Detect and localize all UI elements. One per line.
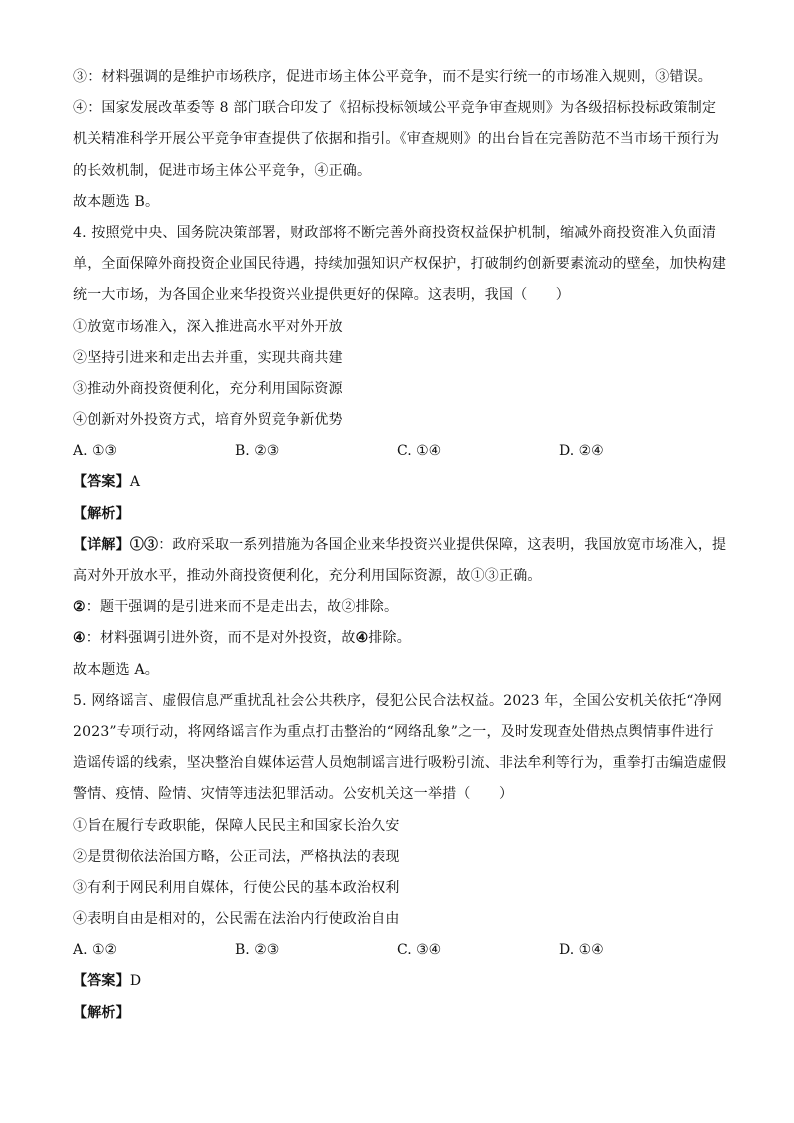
q4-option-a: A. ①③ bbox=[73, 443, 118, 460]
q4-statement-3: ③推动外商投资便利化，充分利用国际资源 bbox=[73, 380, 343, 397]
answer-value: A bbox=[129, 474, 141, 491]
q4-statement-2: ②坚持引进来和走出去并重，实现共商共建 bbox=[73, 349, 343, 366]
detail-number: ② bbox=[73, 599, 86, 616]
q4-stem-line-2: 单，全面保障外商投资企业国民待遇，持续加强知识产权保护，打破制约创新要素流动的壁垒，加快构建 bbox=[73, 256, 727, 273]
q4-statement-4: ④创新对外投资方式，培育外贸竞争新优势 bbox=[73, 412, 343, 429]
q4-option-d: D. ②④ bbox=[559, 443, 604, 460]
q5-option-a: A. ①② bbox=[73, 942, 118, 959]
detail-text: ：题干强调的是引进来而不是走出去，故②排除。 bbox=[85, 599, 399, 616]
q4-analysis-tag: 【解析】 bbox=[73, 505, 130, 522]
q5-stem-line-2: 2023”专项行动，将网络谣言作为重点打击整治的“网络乱象”之一，及时发现查处借热点舆情事件进行 bbox=[73, 723, 714, 740]
q5-stem-line-1: 5. 网络谣言、虚假信息严重扰乱社会公共秩序，侵犯公民合法权益。2023 年，全国公安机关依托“净网 bbox=[73, 692, 723, 709]
detail-text: ：政府采取一系列措施为各国企业来华投资兴业提供保障，这表明，我国放宽市场准入，提 bbox=[158, 536, 727, 553]
q4-statement-1: ①放宽市场准入，深入推进高水平对外开放 bbox=[73, 318, 343, 335]
q4-answer bbox=[73, 467, 723, 498]
q5-option-b: B. ②③ bbox=[235, 942, 280, 959]
detail-numbers: ①③ bbox=[129, 536, 159, 553]
q4-stem-line-1: 4. 按照党中央、国务院决策部署，财政部将不断完善外商投资权益保护机制，缩减外商投资准入负面清 bbox=[73, 224, 717, 241]
q5-answer bbox=[73, 966, 723, 997]
detail-number-inline: ④ bbox=[355, 630, 369, 647]
q5-statement-1: ①旨在履行专政职能，保障人民民主和国家长治久安 bbox=[73, 817, 400, 834]
detail-tag: 【详解】 bbox=[73, 536, 130, 553]
q4-option-b: B. ②③ bbox=[235, 443, 280, 460]
q5-statement-4: ④表明自由是相对的，公民需在法治内行使政治自由 bbox=[73, 911, 400, 928]
prev-analysis-item-4-line-3: 的长效机制，促进市场主体公平竞争，④正确。 bbox=[73, 162, 372, 179]
q5-options bbox=[73, 935, 723, 966]
detail-text-end: 排除。 bbox=[368, 630, 411, 647]
answer-tag: 【答案】 bbox=[73, 973, 130, 990]
answer-tag: 【答案】 bbox=[73, 474, 130, 491]
q5-analysis-tag: 【解析】 bbox=[73, 1004, 130, 1021]
q5-statement-3: ③有利于网民利用自媒体，行使公民的基本政治权利 bbox=[73, 879, 400, 896]
prev-conclusion: 故本题选 B。 bbox=[73, 193, 160, 210]
q4-conclusion: 故本题选 A。 bbox=[73, 661, 159, 678]
prev-analysis-item-4-line-1: ④：国家发展改革委等 8 部门联合印发了《招标投标领域公平竞争审查规则》为各级招标投标政策制定 bbox=[73, 100, 717, 117]
q4-detail-line-3 bbox=[73, 592, 723, 623]
prev-analysis-item-3: ③：材料强调的是维护市场秩序，促进市场主体公平竞争，而不是实行统一的市场准入规则，③错误。 bbox=[73, 69, 712, 85]
q5-option-c: C. ③④ bbox=[397, 942, 442, 959]
detail-text: ：材料强调引进外资，而不是对外投资，故 bbox=[85, 630, 356, 647]
q4-detail-line-1 bbox=[73, 530, 727, 561]
q5-stem-line-4: 警情、疫情、险情、灾情等违法犯罪活动。公安机关这一举措（ ） bbox=[73, 786, 514, 803]
q5-option-d: D. ①④ bbox=[559, 942, 604, 959]
prev-analysis-item-4-line-2: 机关精准科学开展公平竞争审查提供了依据和指引。《审查规则》的出台旨在完善防范不当市场干预行为 bbox=[73, 131, 720, 148]
q5-statement-2: ②是贯彻依法治国方略，公正司法，严格执法的表现 bbox=[73, 848, 400, 865]
q4-option-c: C. ①④ bbox=[397, 443, 442, 460]
q4-stem-line-3: 统一大市场，为各国企业来华投资兴业提供更好的保障。这表明，我国（ ） bbox=[73, 287, 570, 304]
document-page bbox=[73, 62, 727, 1029]
q4-detail-line-4 bbox=[73, 623, 723, 654]
q5-stem-line-3: 造谣传谣的线索，坚决整治自媒体运营人员炮制谣言进行吸粉引流、非法牟利等行为，重拳打击编造虚假 bbox=[73, 755, 727, 772]
q4-detail-line-2: 高对外开放水平，推动外商投资便利化，充分利用国际资源，故①③正确。 bbox=[73, 568, 542, 584]
detail-number: ④ bbox=[73, 630, 86, 647]
q4-options bbox=[73, 436, 723, 467]
answer-value: D bbox=[129, 973, 142, 990]
